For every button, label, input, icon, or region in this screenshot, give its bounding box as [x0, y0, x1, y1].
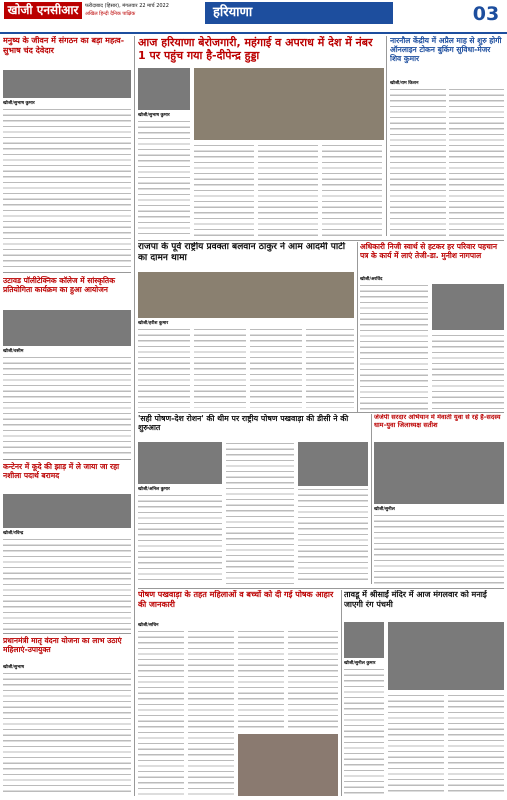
article-9-photo [3, 494, 131, 528]
column-rule [357, 242, 358, 412]
article-1-byline: खोजी/सुभाष कुमार [3, 101, 35, 106]
article-11-headline-box [138, 590, 338, 620]
article-6-body [3, 356, 131, 456]
article-1-body [3, 108, 131, 268]
article-7-body-col3 [298, 488, 368, 584]
article-1-photo [3, 70, 131, 98]
article-5-headline: अधिकारी निजी स्वार्थ से हटकर हर परिवार पहचान पत्र के कार्य में लाएं तेजी-डा. मुनीश नागपाल [360, 242, 497, 260]
article-7-body-col1 [138, 494, 222, 584]
article-5-body-col2 [432, 334, 504, 410]
article-3-body-col2 [449, 88, 504, 236]
article-12-headline-box [344, 590, 504, 620]
article-12-headline: तावडू में श्रीसाईं मंदिर में आज मंगलवार को मनाई जाएगी रंग पंचमी [344, 590, 487, 609]
column-rule [134, 36, 135, 796]
article-6-headline-box [3, 276, 131, 308]
article-8-headline-box [374, 414, 504, 440]
divider [3, 459, 131, 460]
article-4-headline: राजपा के पूर्व राष्ट्रीय प्रवक्ता बलवान ठाकुर ने आम आदमी पार्टी का दामन थामा [138, 242, 346, 263]
divider [138, 588, 504, 589]
article-8-byline: खोजी/सुनील [374, 507, 395, 512]
column-rule [341, 590, 342, 796]
article-12-body-col1 [344, 668, 384, 796]
article-4-body-col2 [194, 328, 246, 408]
article-1-headline-box [3, 36, 131, 70]
article-4-body-col1 [138, 328, 190, 408]
column-rule [371, 414, 372, 584]
article-8-photo [374, 442, 504, 504]
article-11-photo [238, 734, 338, 796]
article-6-headline: उटावड पॉलीटेक्निक कॉलेज में सांस्कृतिक प्रतियोगिता कार्यक्रम का हुआ आयोजन [3, 276, 115, 294]
article-11-byline: खोजी/सचिन [138, 623, 159, 628]
article-6-photo [3, 310, 131, 346]
divider [3, 272, 131, 273]
page-header [0, 0, 507, 34]
article-9-headline-box [3, 462, 131, 492]
article-5-byline: खोजी/अरविंद [360, 277, 383, 282]
article-9-byline: खोजी/रविन्द्र [3, 531, 24, 536]
article-2-body-col1 [138, 120, 190, 238]
article-2-byline: खोजी/सुभाष कुमार [138, 113, 170, 118]
article-1-headline: मनुष्य के जीवन में संगठन का बड़ा महत्व-सुभाष चंद देवेदार [3, 36, 125, 55]
article-12-byline: खोजी/सुनील कुमार [344, 661, 376, 666]
article-12-photo-main [388, 622, 504, 690]
article-4-byline: खोजी/हरीश कुमार [138, 321, 169, 326]
article-5-body-col1 [360, 284, 428, 410]
article-11-body-col1 [138, 630, 184, 796]
column-rule [386, 36, 387, 236]
article-12-body-col3 [448, 694, 504, 796]
divider [3, 633, 131, 634]
article-7-photo-2 [298, 442, 368, 486]
article-8-body [374, 514, 504, 584]
article-12-body-col2 [388, 694, 444, 796]
divider [138, 240, 504, 241]
article-5-photo [432, 284, 504, 330]
article-2-headline: आज हरियाणा बेरोजगारी, महंगाई व अपराध में देश में नंबर 1 पर पहुंच गया है-दीपेन्द्र हुड्डा [138, 36, 373, 63]
article-7-body-col2 [226, 442, 294, 584]
article-11-headline: पोषण पखवाड़ा के तहत महिलाओं व बच्चों को दी गई पोषक आहार की जानकारी [138, 590, 334, 609]
article-2-headline-box [138, 36, 382, 66]
page-number: 03 [469, 2, 503, 26]
article-11-body-col3 [238, 630, 284, 730]
masthead: खोजी एनसीआर [4, 2, 82, 19]
article-11-body-col4 [288, 630, 338, 730]
article-5-headline-box [360, 242, 504, 274]
article-2-body-col2 [194, 144, 254, 238]
article-7-byline: खोजी/अनिल कुमार [138, 487, 170, 492]
article-10-byline: खोजी/सुभाष [3, 665, 24, 670]
article-6-byline: खोजी/वसीम [3, 349, 24, 354]
article-11-body-col2 [188, 630, 234, 796]
article-2-body-col3 [258, 144, 318, 238]
article-10-headline: प्रधानमंत्री मातृ वंदना योजना का लाभ उठाएं महिलाएं-उपायुक्त [3, 636, 122, 654]
article-7-headline: 'सही पोषण-देश रोशन' की थीम पर राष्ट्रीय पोषण पखवाड़ा की डीसी ने की शुरुआत [138, 414, 349, 433]
article-10-body [3, 672, 131, 796]
article-4-photo [138, 272, 354, 318]
article-2-body-col4 [322, 144, 382, 238]
edition-line: अखिल हिन्दी दैनिक पाक्षिक [85, 11, 136, 17]
section-title: हरियाणा [205, 2, 393, 24]
article-4-body-col3 [250, 328, 302, 408]
article-9-headline: कन्टेनर में कूदे की झाड़ में ले जाया जा रहा नशीला पदार्थ बरामद [3, 462, 120, 480]
article-12-photo-portrait [344, 622, 384, 658]
article-7-headline-box [138, 414, 368, 440]
article-3-headline-box [390, 36, 504, 80]
article-3-body-col1 [390, 88, 446, 236]
article-8-headline: जेजेपी सरदार अभियान में मेवाती युवा से रहे हैं-सदस्य धाम-युवा जिलाध्यक्ष सतीश [374, 414, 501, 429]
article-4-body-col4 [306, 328, 354, 408]
article-2-photo-portrait [138, 68, 190, 110]
article-2-photo-main [194, 68, 384, 140]
article-7-photo [138, 442, 222, 484]
article-9-body [3, 538, 131, 630]
article-4-headline-box [138, 242, 354, 270]
article-3-headline: नारनौल केंद्रीय में अप्रैल माह से शुरु होगी ऑनलाइन टोकन बुकिंग सुविधा-मेजर शिव कुमार [390, 36, 502, 63]
article-10-headline-box [3, 636, 131, 662]
article-3-byline: खोजी/राम किशन [390, 81, 419, 86]
date-line: फरीदाबाद (हिसार), मंगलवार 22 मार्च 2022 [85, 3, 169, 9]
divider [138, 412, 504, 413]
